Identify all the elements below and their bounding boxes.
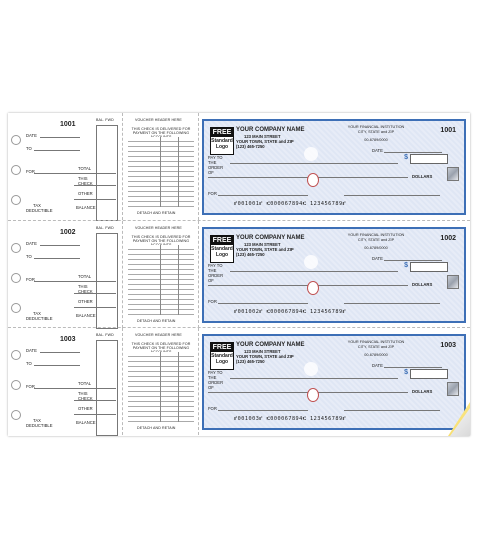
stub-total-label: TOTAL (78, 274, 92, 279)
voucher-note: THIS CHECK IS DELIVERED FOR PAYMENT ON THE FOLLOWING (131, 235, 191, 243)
stub-for-label: FOR (26, 169, 35, 174)
company-name: YOUR COMPANY NAME (236, 235, 305, 241)
company-city: YOUR TOWN, STATE and ZIP (236, 354, 294, 359)
check-number: 1001 (440, 127, 456, 134)
signature-line (344, 410, 440, 411)
voucher-footer: DETACH AND RETAIN (137, 426, 176, 430)
bank-city: CITY, STATE and ZIP (357, 130, 395, 134)
voucher-header: VOUCHER HEADER HERE (135, 226, 182, 230)
check-stub (8, 113, 123, 220)
company-street: 123 MAIN STREET (244, 134, 281, 139)
check-date-label: DATE (372, 148, 383, 153)
binder-hole (11, 165, 21, 175)
stub-other-label: OTHER (78, 191, 93, 196)
binder-hole (11, 273, 21, 283)
free-badge: FREE (212, 237, 232, 244)
micr-line: ⑈001002⑈ ⑆000067894⑆ 123456789⑈ (234, 309, 347, 315)
watermark-icon (304, 147, 318, 161)
amount-box (410, 262, 448, 272)
memo-label: FOR (208, 191, 217, 196)
stub-rule (74, 400, 116, 401)
bank-name: YOUR FINANCIAL INSTITUTION (347, 125, 405, 129)
stub-to-label: TO (26, 361, 32, 366)
dollars-label: DOLLARS (412, 174, 433, 179)
amount-box (410, 154, 448, 164)
stub-to-line (34, 365, 80, 366)
free-badge: FREE (212, 129, 232, 136)
voucher (123, 328, 199, 435)
padlock-security-icon (307, 281, 319, 295)
stub-check-number: 1002 (60, 229, 76, 236)
check-number: 1003 (440, 342, 456, 349)
standard-logo-text: Standard Logo (211, 138, 233, 150)
company-city: YOUR TOWN, STATE and ZIP (236, 139, 294, 144)
check-face (202, 119, 466, 215)
memo-line (218, 410, 308, 411)
check-date-line (384, 260, 442, 261)
check-row (8, 327, 470, 435)
stub-rule (74, 388, 116, 389)
stub-balance-label: BALANCE (76, 205, 96, 210)
stub-date-line (40, 245, 80, 246)
padlock-security-icon (307, 173, 319, 187)
dollars-label: DOLLARS (412, 282, 433, 287)
check-number: 1002 (440, 235, 456, 242)
stub-date-label: DATE (26, 133, 37, 138)
stub-for-label: FOR (26, 277, 35, 282)
stub-date-line (40, 137, 80, 138)
binder-hole (11, 380, 21, 390)
stub-balance-label: BALANCE (76, 313, 96, 318)
stub-check-number: 1003 (60, 336, 76, 343)
routing-fraction: 00-6789/0000 (364, 353, 388, 357)
standard-logo-text: Standard Logo (211, 353, 233, 365)
company-phone: (123) 465-7250 (236, 144, 265, 149)
stub-this-check-label: THIS CHECK (78, 391, 93, 401)
binder-hole (11, 135, 21, 145)
stub-this-check-label: THIS CHECK (78, 176, 93, 186)
stub-other-label: OTHER (78, 299, 93, 304)
stub-bal-fwd-label: BAL. FWD (96, 226, 114, 230)
voucher-note: THIS CHECK IS DELIVERED FOR PAYMENT ON THE FOLLOWING (131, 127, 191, 135)
stub-rule (74, 293, 116, 294)
stub-total-label: TOTAL (78, 166, 92, 171)
stub-tax-label: TAX DEDUCTIBLE (26, 311, 53, 321)
stub-check-number: 1001 (60, 121, 76, 128)
voucher (123, 113, 199, 220)
payee-line (230, 378, 398, 379)
stub-bal-fwd-label: BAL. FWD (96, 118, 114, 122)
check-date-line (384, 152, 442, 153)
check-face (202, 227, 466, 323)
stub-to-line (34, 150, 80, 151)
voucher-header: VOUCHER HEADER HERE (135, 118, 182, 122)
check-row (8, 113, 470, 220)
memo-label: FOR (208, 406, 217, 411)
signature-line (344, 195, 440, 196)
bank-name: YOUR FINANCIAL INSTITUTION (347, 340, 405, 344)
company-city: YOUR TOWN, STATE and ZIP (236, 247, 294, 252)
bank-city: CITY, STATE and ZIP (357, 345, 395, 349)
stub-rule (74, 185, 116, 186)
check-date-label: DATE (372, 256, 383, 261)
voucher-grid-columns (128, 245, 194, 315)
payee-line (230, 271, 398, 272)
routing-fraction: 00-6789/0000 (364, 246, 388, 250)
micr-line: ⑈001001⑈ ⑆000067894⑆ 123456789⑈ (234, 201, 347, 207)
stub-other-label: OTHER (78, 406, 93, 411)
memo-line (218, 195, 308, 196)
payee-line (230, 163, 398, 164)
stub-rule (74, 414, 116, 415)
stub-total-label: TOTAL (78, 381, 92, 386)
check-sheet (8, 113, 470, 436)
security-hologram-icon (447, 275, 459, 289)
pay-to-label: PAY TO THE ORDER OF (208, 263, 224, 283)
check-stub (8, 328, 123, 435)
routing-fraction: 00-6789/0000 (364, 138, 388, 142)
stub-to-line (34, 258, 80, 259)
signature-line (344, 303, 440, 304)
watermark-icon (304, 362, 318, 376)
check-date-line (384, 367, 442, 368)
voucher-note: THIS CHECK IS DELIVERED FOR PAYMENT ON THE FOLLOWING (131, 342, 191, 350)
binder-hole (11, 243, 21, 253)
free-badge: FREE (212, 344, 232, 351)
padlock-security-icon (307, 388, 319, 402)
company-phone: (123) 465-7250 (236, 252, 265, 257)
amount-box (410, 369, 448, 379)
stub-date-label: DATE (26, 241, 37, 246)
stub-this-check-label: THIS CHECK (78, 284, 93, 294)
watermark-icon (304, 255, 318, 269)
dollars-label: DOLLARS (412, 389, 433, 394)
stub-for-label: FOR (26, 384, 35, 389)
micr-line: ⑈001003⑈ ⑆000067894⑆ 123456789⑈ (234, 416, 347, 422)
stub-rule (74, 199, 116, 200)
check-stub (8, 221, 123, 328)
voucher-footer: DETACH AND RETAIN (137, 319, 176, 323)
stub-rule (74, 281, 116, 282)
binder-hole (11, 303, 21, 313)
binder-hole (11, 350, 21, 360)
stub-date-line (40, 352, 80, 353)
voucher-header: VOUCHER HEADER HERE (135, 333, 182, 337)
stub-tax-label: TAX DEDUCTIBLE (26, 418, 53, 428)
memo-line (218, 303, 308, 304)
voucher-footer: DETACH AND RETAIN (137, 211, 176, 215)
pay-to-label: PAY TO THE ORDER OF (208, 155, 224, 175)
bank-city: CITY, STATE and ZIP (357, 238, 395, 242)
logo-placeholder (210, 235, 234, 263)
stub-rule (74, 307, 116, 308)
bank-name: YOUR FINANCIAL INSTITUTION (347, 233, 405, 237)
pay-to-label: PAY TO THE ORDER OF (208, 370, 224, 390)
logo-placeholder (210, 127, 234, 155)
binder-hole (11, 410, 21, 420)
check-face (202, 334, 466, 430)
check-date-label: DATE (372, 363, 383, 368)
stub-tax-label: TAX DEDUCTIBLE (26, 203, 53, 213)
stub-date-label: DATE (26, 348, 37, 353)
company-name: YOUR COMPANY NAME (236, 127, 305, 133)
stub-bal-fwd-label: BAL. FWD (96, 333, 114, 337)
dollar-sign: $ (404, 154, 408, 161)
company-phone: (123) 465-7250 (236, 359, 265, 364)
company-street: 123 MAIN STREET (244, 349, 281, 354)
stub-to-label: TO (26, 146, 32, 151)
standard-logo-text: Standard Logo (211, 246, 233, 258)
stub-to-label: TO (26, 254, 32, 259)
stub-balance-label: BALANCE (76, 420, 96, 425)
security-hologram-icon (447, 382, 459, 396)
stub-rule (74, 173, 116, 174)
dollar-sign: $ (404, 369, 408, 376)
voucher (123, 221, 199, 328)
voucher-grid-columns (128, 352, 194, 422)
memo-label: FOR (208, 299, 217, 304)
check-row (8, 220, 470, 328)
company-street: 123 MAIN STREET (244, 242, 281, 247)
voucher-grid-columns (128, 137, 194, 207)
company-name: YOUR COMPANY NAME (236, 342, 305, 348)
logo-placeholder (210, 342, 234, 370)
security-hologram-icon (447, 167, 459, 181)
dollar-sign: $ (404, 262, 408, 269)
binder-hole (11, 195, 21, 205)
